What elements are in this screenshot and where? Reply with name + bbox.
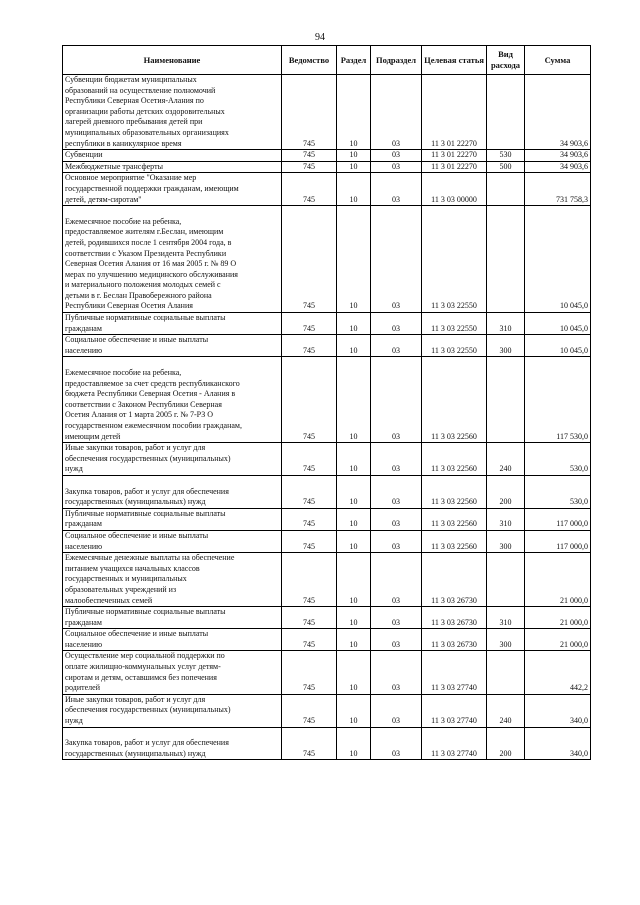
row-section: 10 xyxy=(337,150,371,162)
row-expense-type: 300 xyxy=(487,335,525,357)
row-subsection: 03 xyxy=(371,357,422,443)
row-expense-type: 310 xyxy=(487,313,525,335)
table-header-row xyxy=(63,46,591,75)
row-expense-type xyxy=(487,357,525,443)
row-sum: 34 903,6 xyxy=(525,75,591,150)
row-target: 11 3 03 22560 xyxy=(422,475,487,508)
header-expense-type: Вид расхода xyxy=(487,46,525,75)
row-subsection: 03 xyxy=(371,313,422,335)
row-dept: 745 xyxy=(282,75,337,150)
row-sum: 34 903,6 xyxy=(525,161,591,173)
row-target: 11 3 03 00000 xyxy=(422,173,487,206)
table-row xyxy=(63,173,591,206)
row-section: 10 xyxy=(337,727,371,760)
table-row xyxy=(63,313,591,335)
row-section: 10 xyxy=(337,161,371,173)
row-expense-type xyxy=(487,75,525,150)
row-dept: 745 xyxy=(282,530,337,552)
row-name: Ежемесячные денежные выплаты на обеспечение питанием учащихся начальных классов государственных и муниципальных образовательных учреждений из малообеспеченных семей xyxy=(63,553,282,607)
row-dept: 745 xyxy=(282,553,337,607)
row-dept: 745 xyxy=(282,629,337,651)
row-target: 11 3 03 22560 xyxy=(422,508,487,530)
row-expense-type xyxy=(487,206,525,313)
header-subsection: Подраздел xyxy=(371,46,422,75)
row-name: Субвенции бюджетам муниципальных образований на осуществление полномочий Республики Северная Осетия-Алания по организации работы детских оздоровительных лагерей дневного пребывания детей при муниципальных образовательных организациях республики в каникулярное время xyxy=(63,75,282,150)
row-sum: 442,2 xyxy=(525,651,591,694)
table-row xyxy=(63,607,591,629)
row-name: Иные закупки товаров, работ и услуг для обеспечения государственных (муниципальных) нужд xyxy=(63,443,282,476)
row-subsection: 03 xyxy=(371,607,422,629)
row-expense-type: 300 xyxy=(487,629,525,651)
row-name: Социальное обеспечение и иные выплаты населению xyxy=(63,629,282,651)
row-sum: 731 758,3 xyxy=(525,173,591,206)
row-dept: 745 xyxy=(282,727,337,760)
row-sum: 340,0 xyxy=(525,694,591,727)
row-sum: 117 000,0 xyxy=(525,508,591,530)
row-sum: 340,0 xyxy=(525,727,591,760)
row-section: 10 xyxy=(337,508,371,530)
row-sum: 10 045,0 xyxy=(525,335,591,357)
row-sum: 10 045,0 xyxy=(525,206,591,313)
row-dept: 745 xyxy=(282,443,337,476)
row-sum: 530,0 xyxy=(525,443,591,476)
row-dept: 745 xyxy=(282,475,337,508)
row-target: 11 3 01 22270 xyxy=(422,150,487,162)
table-row xyxy=(63,530,591,552)
row-target: 11 3 03 22550 xyxy=(422,206,487,313)
row-target: 11 3 03 26730 xyxy=(422,553,487,607)
row-subsection: 03 xyxy=(371,727,422,760)
header-name: Наименование xyxy=(63,46,282,75)
row-subsection: 03 xyxy=(371,530,422,552)
row-name: Публичные нормативные социальные выплаты гражданам xyxy=(63,607,282,629)
row-name: Социальное обеспечение и иные выплаты населению xyxy=(63,335,282,357)
row-expense-type: 310 xyxy=(487,607,525,629)
row-target: 11 3 03 22560 xyxy=(422,530,487,552)
row-name: Закупка товаров, работ и услуг для обеспечения государственных (муниципальных) нужд xyxy=(63,475,282,508)
row-subsection: 03 xyxy=(371,694,422,727)
row-dept: 745 xyxy=(282,150,337,162)
row-target: 11 3 03 27740 xyxy=(422,727,487,760)
row-subsection: 03 xyxy=(371,206,422,313)
row-section: 10 xyxy=(337,313,371,335)
row-section: 10 xyxy=(337,75,371,150)
row-name: Ежемесячное пособие на ребенка, предоставляемое за счет средств республиканского бюджета Республики Северная Осетия - Алания в соответствии с Законом Республики Северная Осетия Алания от 1 марта 2005 г. № 7-РЗ О государственном ежемесячном пособии гражданам, имеющим детей xyxy=(63,357,282,443)
row-expense-type xyxy=(487,651,525,694)
row-target: 11 3 03 27740 xyxy=(422,694,487,727)
table-row xyxy=(63,206,591,313)
row-target: 11 3 03 22550 xyxy=(422,335,487,357)
row-name: Основное мероприятие "Оказание мер государственной поддержки гражданам, имеющим детей, детям-сиротам" xyxy=(63,173,282,206)
table-row xyxy=(63,357,591,443)
row-section: 10 xyxy=(337,475,371,508)
row-dept: 745 xyxy=(282,651,337,694)
row-section: 10 xyxy=(337,443,371,476)
row-expense-type: 300 xyxy=(487,530,525,552)
table-row xyxy=(63,727,591,760)
row-target: 11 3 03 26730 xyxy=(422,607,487,629)
header-sum: Сумма xyxy=(525,46,591,75)
table-row xyxy=(63,75,591,150)
row-subsection: 03 xyxy=(371,443,422,476)
row-name: Ежемесячное пособие на ребенка, предоставляемое жителям г.Беслан, имеющим детей, родившихся после 1 сентября 2004 года, в соответствии с Указом Президента Республики Северная Осетия Алания от 16 мая 2005 г. № 89 О мерах по улучшению медицинского обслуживания и материального положения молодых семей с детьми в г. Беслан Правобережного района Республики Северная Осетия Алания xyxy=(63,206,282,313)
row-subsection: 03 xyxy=(371,475,422,508)
row-section: 10 xyxy=(337,629,371,651)
table-row xyxy=(63,651,591,694)
row-subsection: 03 xyxy=(371,75,422,150)
row-name: Социальное обеспечение и иные выплаты населению xyxy=(63,530,282,552)
table-row xyxy=(63,161,591,173)
row-target: 11 3 03 26730 xyxy=(422,629,487,651)
row-dept: 745 xyxy=(282,508,337,530)
row-section: 10 xyxy=(337,173,371,206)
table-row xyxy=(63,150,591,162)
row-target: 11 3 03 22560 xyxy=(422,443,487,476)
row-sum: 530,0 xyxy=(525,475,591,508)
row-dept: 745 xyxy=(282,335,337,357)
budget-table xyxy=(62,45,591,760)
row-expense-type: 310 xyxy=(487,508,525,530)
row-subsection: 03 xyxy=(371,629,422,651)
row-section: 10 xyxy=(337,357,371,443)
row-expense-type: 200 xyxy=(487,475,525,508)
table-row xyxy=(63,508,591,530)
row-section: 10 xyxy=(337,651,371,694)
table-row xyxy=(63,335,591,357)
row-sum: 117 000,0 xyxy=(525,530,591,552)
row-subsection: 03 xyxy=(371,335,422,357)
row-section: 10 xyxy=(337,607,371,629)
row-target: 11 3 03 22550 xyxy=(422,313,487,335)
table-row xyxy=(63,553,591,607)
row-expense-type: 240 xyxy=(487,694,525,727)
table-row xyxy=(63,475,591,508)
row-subsection: 03 xyxy=(371,161,422,173)
row-name: Иные закупки товаров, работ и услуг для обеспечения государственных (муниципальных) нужд xyxy=(63,694,282,727)
header-target: Целевая статья xyxy=(422,46,487,75)
row-expense-type: 240 xyxy=(487,443,525,476)
table-row xyxy=(63,443,591,476)
header-dept: Ведомство xyxy=(282,46,337,75)
row-name: Осуществление мер социальной поддержки по оплате жилищно-коммунальных услуг детям- сиротам и детям, оставшимся без попечения родителей xyxy=(63,651,282,694)
row-name: Закупка товаров, работ и услуг для обеспечения государственных (муниципальных) нужд xyxy=(63,727,282,760)
row-name: Публичные нормативные социальные выплаты гражданам xyxy=(63,508,282,530)
row-expense-type: 200 xyxy=(487,727,525,760)
page-number: 94 xyxy=(315,32,325,43)
row-target: 11 3 03 27740 xyxy=(422,651,487,694)
row-subsection: 03 xyxy=(371,173,422,206)
row-target: 11 3 01 22270 xyxy=(422,75,487,150)
row-dept: 745 xyxy=(282,173,337,206)
row-sum: 21 000,0 xyxy=(525,553,591,607)
row-expense-type xyxy=(487,173,525,206)
table-row xyxy=(63,694,591,727)
row-subsection: 03 xyxy=(371,651,422,694)
row-dept: 745 xyxy=(282,206,337,313)
row-sum: 117 530,0 xyxy=(525,357,591,443)
row-section: 10 xyxy=(337,335,371,357)
row-dept: 745 xyxy=(282,694,337,727)
row-dept: 745 xyxy=(282,161,337,173)
row-target: 11 3 03 22560 xyxy=(422,357,487,443)
row-expense-type xyxy=(487,553,525,607)
row-name: Публичные нормативные социальные выплаты гражданам xyxy=(63,313,282,335)
row-section: 10 xyxy=(337,206,371,313)
row-expense-type: 500 xyxy=(487,161,525,173)
row-dept: 745 xyxy=(282,357,337,443)
row-section: 10 xyxy=(337,530,371,552)
row-subsection: 03 xyxy=(371,553,422,607)
row-name: Субвенции xyxy=(63,150,282,162)
row-sum: 10 045,0 xyxy=(525,313,591,335)
header-section: Раздел xyxy=(337,46,371,75)
row-sum: 34 903,6 xyxy=(525,150,591,162)
row-dept: 745 xyxy=(282,607,337,629)
row-subsection: 03 xyxy=(371,150,422,162)
row-dept: 745 xyxy=(282,313,337,335)
row-sum: 21 000,0 xyxy=(525,629,591,651)
row-name: Межбюджетные трансферты xyxy=(63,161,282,173)
row-subsection: 03 xyxy=(371,508,422,530)
row-target: 11 3 01 22270 xyxy=(422,161,487,173)
row-expense-type: 530 xyxy=(487,150,525,162)
row-sum: 21 000,0 xyxy=(525,607,591,629)
row-section: 10 xyxy=(337,553,371,607)
table-row xyxy=(63,629,591,651)
row-section: 10 xyxy=(337,694,371,727)
